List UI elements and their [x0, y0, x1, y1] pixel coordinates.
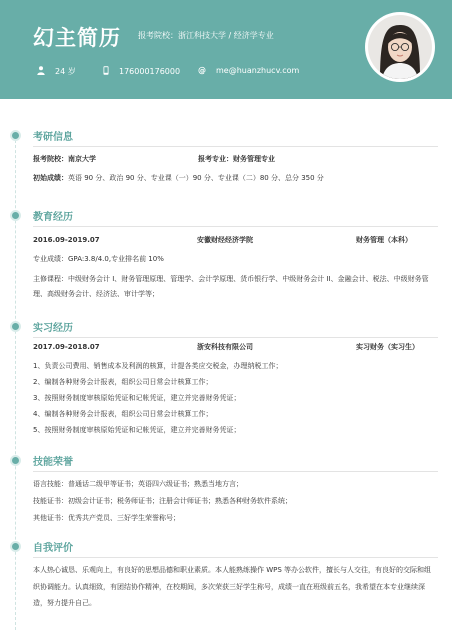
phone-info	[103, 66, 180, 77]
education-gpa: 专业成绩：GPA:3.8/4.0,专业排名前 10%	[33, 255, 164, 263]
list-item: 3、按照财务制度审核原始凭证和记帐凭证，建立并完善财务凭证；	[33, 394, 241, 402]
list-item: 技能证书：初级会计证书；税务师证书；注册会计师证书；熟悉各种财务软件系统；	[33, 497, 292, 505]
avatar	[365, 12, 435, 82]
section-dot	[10, 321, 21, 332]
self-evaluation-text: 本人热心诚恳、乐观向上，有良好的思想品德和职业素质。本人能熟练操作 WPS 等办公软件，擅长与人交往，有良好的交际和组织协调能力。认真细致，有团结协作精神，在校期间，多次荣获三好学生称号，成绩一直在班级前五名，我希望在本专业继续深造，努力提升自己。	[33, 566, 432, 607]
phone-icon	[103, 66, 109, 77]
resume-header	[0, 0, 452, 99]
age-info	[37, 66, 76, 77]
target-school-major: 报考院校：浙江科技大学 / 经济学专业	[138, 31, 274, 40]
section-title-education: 教育经历	[33, 212, 73, 223]
section-dot	[10, 210, 21, 221]
divider	[33, 557, 438, 558]
list-item: 1、负责公司费用、销售成本及利润的核算，计提各类应交税金，办理纳税工作；	[33, 362, 283, 370]
education-courses: 主修课程：中级财务会计 I、财务管理原理、管理学、会计学原理、货币银行学、中级财务会计 II、金融会计、税法、中级财务管理、高级财务会计、经济法、审计学等；	[33, 275, 429, 298]
exam-score: 初始成绩：英语 90 分、政治 90 分、专业课（一）90 分、专业课（二）80 分、总分 350 分	[33, 174, 324, 182]
divider	[33, 226, 438, 227]
list-item: 4、编制各种财务会计报表，组织公司日常会计核算工作；	[33, 410, 213, 418]
section-title-work: 实习经历	[33, 323, 73, 334]
list-item: 语言技能：普通话二级甲等证书；英语四六级证书；熟悉当地方言；	[33, 480, 243, 488]
list-item: 5、按照财务制度审核原始凭证和记帐凭证，建立并完善财务凭证；	[33, 426, 241, 434]
divider	[33, 337, 438, 338]
section-dot	[10, 541, 21, 552]
exam-school: 报考院校：南京大学	[33, 155, 96, 163]
divider	[33, 146, 438, 147]
exam-major: 报考专业：财务管理专业	[198, 155, 275, 163]
avatar-photo	[368, 15, 432, 79]
email-text[interactable]: me@huanzhucv.com	[216, 66, 300, 75]
person-icon	[37, 66, 45, 77]
section-title-skills: 技能荣誉	[33, 457, 73, 468]
section-dot	[10, 130, 21, 141]
timeline-line	[15, 130, 16, 630]
education-period: 2016.09-2019.07	[33, 236, 100, 244]
work-role: 实习财务（实习生）	[356, 343, 419, 351]
education-school: 安徽财经经济学院	[197, 236, 253, 244]
work-period: 2017.09-2018.07	[33, 343, 100, 351]
section-dot	[10, 455, 21, 466]
email-info	[198, 66, 299, 75]
work-company: 浙安科技有限公司	[197, 343, 253, 351]
phone-text[interactable]: 176000176000	[119, 67, 181, 76]
education-degree: 财务管理（本科）	[356, 236, 412, 244]
list-item: 其他证书：优秀共产党员、三好学生荣誉称号；	[33, 514, 180, 522]
section-title-exam: 考研信息	[33, 132, 73, 143]
section-title-self: 自我评价	[33, 543, 73, 554]
list-item: 2、编制各种财务会计报表，组织公司日常会计核算工作；	[33, 378, 213, 386]
at-icon: @	[198, 66, 206, 75]
divider	[33, 471, 438, 472]
resume-name: 幻主简历	[33, 26, 121, 50]
age-text: 24 岁	[55, 67, 76, 76]
